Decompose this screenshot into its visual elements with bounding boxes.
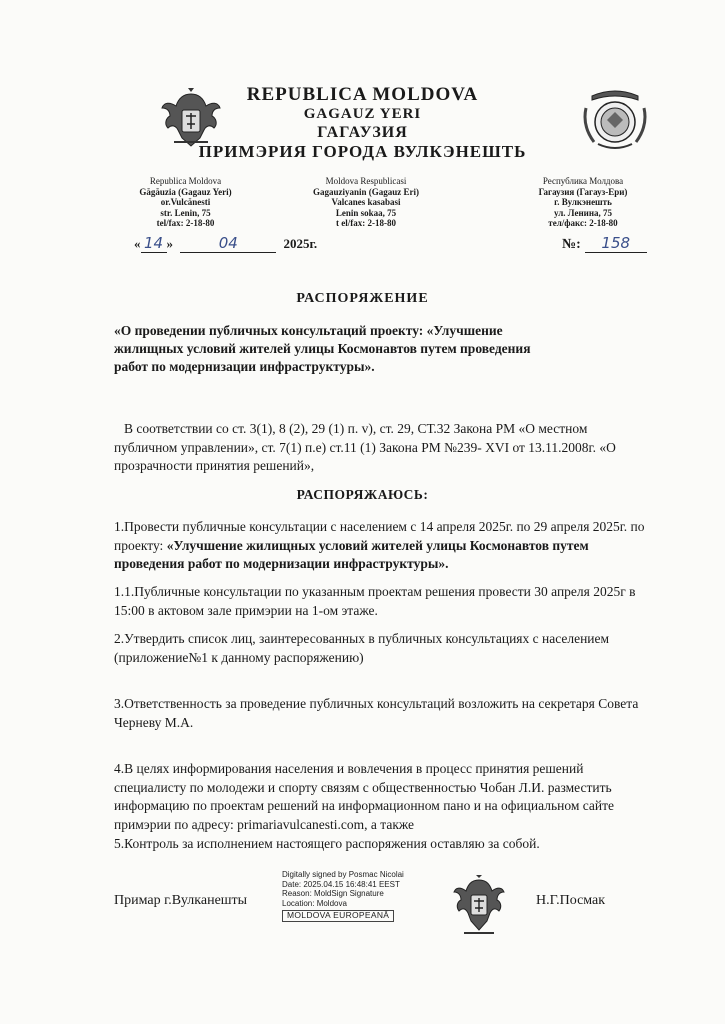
address-line: t el/fax: 2-18-80 — [336, 218, 396, 228]
item-5: 5.Контроль за исполнением настоящего распоряжения оставляю за собой. — [114, 836, 540, 851]
order-subject: «О проведении публичных консультаций проекту: «Улучшение жилищных условий жителей улицы Космонавтов путем проведения работ по модернизации инфраструктуры». — [114, 323, 531, 374]
item-1 — [114, 518, 654, 574]
address-romanian — [113, 176, 258, 229]
item-3: 3.Ответственность за проведение публичных консультаций возложить на секретаря Совета Черневу М.А. — [114, 696, 639, 730]
address-line: Valcanes kasabasi — [331, 197, 401, 207]
address-line: Республика Молдова — [542, 176, 624, 186]
date-day: 14 — [141, 234, 167, 253]
signatory-name: Н.Г.Посмак — [536, 893, 606, 908]
header-gagauzia: ГАГАУЗИЯ — [317, 124, 408, 141]
moldova-coat-of-arms-icon — [160, 86, 222, 152]
header-gagauz-yeri: GAGAUZ YERI — [303, 106, 422, 122]
address-gagauz — [296, 176, 436, 229]
address-line: Lenin sokaa, 75 — [335, 207, 397, 218]
order-title: РАСПОРЯЖЕНИЕ — [296, 291, 429, 306]
item-1-project-name: «Улучшение жилищных условий жителей улицы Космонавтов путем проведения работ по модернизации инфраструктуры». — [114, 537, 589, 571]
item-1-text: 1.Провести публичные консультации с населением с 14 апреля 2025г. по 29 апреля 2025г. по проекту: — [114, 519, 645, 553]
date-close-quote: » — [166, 236, 173, 251]
item-4: 4.В целях информирования населения и вовлечения в процесс принятия решений специалисту по молодежи и спорту связям с общественностью Чобан Л.И. разместить информацию по проектам решений на информационном пано и на официальном сайте примэрии по адресу: primariavulcanesti.com, а также — [114, 761, 615, 832]
document-date — [134, 234, 317, 253]
address-line: str. Lenin, 75 — [160, 207, 211, 218]
address-line: Republica Moldova — [149, 176, 222, 186]
address-line: Moldova Respublicasi — [325, 176, 407, 186]
address-line: тел/факс: 2-18-80 — [548, 218, 618, 228]
document-number — [562, 234, 647, 253]
header-primaria: ПРИМЭРИЯ ГОРОДА ВУЛКЭНЕШТЬ — [198, 142, 527, 161]
decree-heading: РАСПОРЯЖАЮСЬ: — [296, 487, 429, 502]
digital-signature-line: Location: Moldova — [282, 898, 347, 908]
address-line: ул. Ленина, 75 — [553, 207, 613, 218]
date-month: 04 — [180, 234, 276, 253]
address-line: or.Vulcănesti — [160, 197, 211, 207]
mayor-title: Примар г.Вулканешты — [114, 893, 248, 908]
digital-signature-block — [282, 870, 442, 922]
address-line: г. Вулкэнешть — [554, 197, 612, 207]
item-2: 2.Утвердить список лиц, заинтересованных в публичных консультациях с населением (приложение№1 к данному распоряжению) — [114, 631, 610, 665]
number-label: №: — [562, 237, 581, 252]
digital-signature-line: Reason: MoldSign Signature — [282, 889, 384, 899]
date-year: 2025г. — [283, 236, 318, 251]
digital-signature-line: Date: 2025.04.15 16:48:41 EEST — [282, 879, 400, 889]
address-line: Gagauziyanin (Gagauz Eri) — [312, 186, 419, 197]
date-open-quote: « — [134, 236, 141, 251]
gagauzia-coat-of-arms-icon — [580, 86, 650, 152]
digital-signature-line: Digitally signed by Posmac Nicolai — [282, 870, 404, 879]
item-1-1: 1.1.Публичные консультации по указанным проектам решения провести 30 апреля 2025г в 15:00 в актовом зале примэрии на 1-ом этаже. — [114, 584, 636, 618]
preamble-paragraph: В соответствии со ст. 3(1), 8 (2), 29 (1) п. v), ст. 29, СТ.32 Закона РМ «О местном публичном управлении», ст. 7(1) п.е) ст.11 (1) Закона РМ №239- XVI от 13.11.2008г. «О прозрачности принятия решений», — [114, 421, 616, 473]
moldova-europeana-badge: MOLDOVA EUROPEANĂ — [282, 910, 394, 922]
address-line: Găgăuzia (Gagauz Yeri) — [139, 186, 232, 197]
address-line: Гагаузия (Гагауз-Ери) — [538, 186, 628, 197]
header-republic: REPUBLICA MOLDOVA — [246, 84, 479, 105]
moldova-coat-of-arms-icon — [452, 874, 506, 938]
number-value: 158 — [585, 234, 647, 253]
address-russian — [503, 176, 663, 229]
address-line: tel/fax: 2-18-80 — [156, 218, 215, 228]
